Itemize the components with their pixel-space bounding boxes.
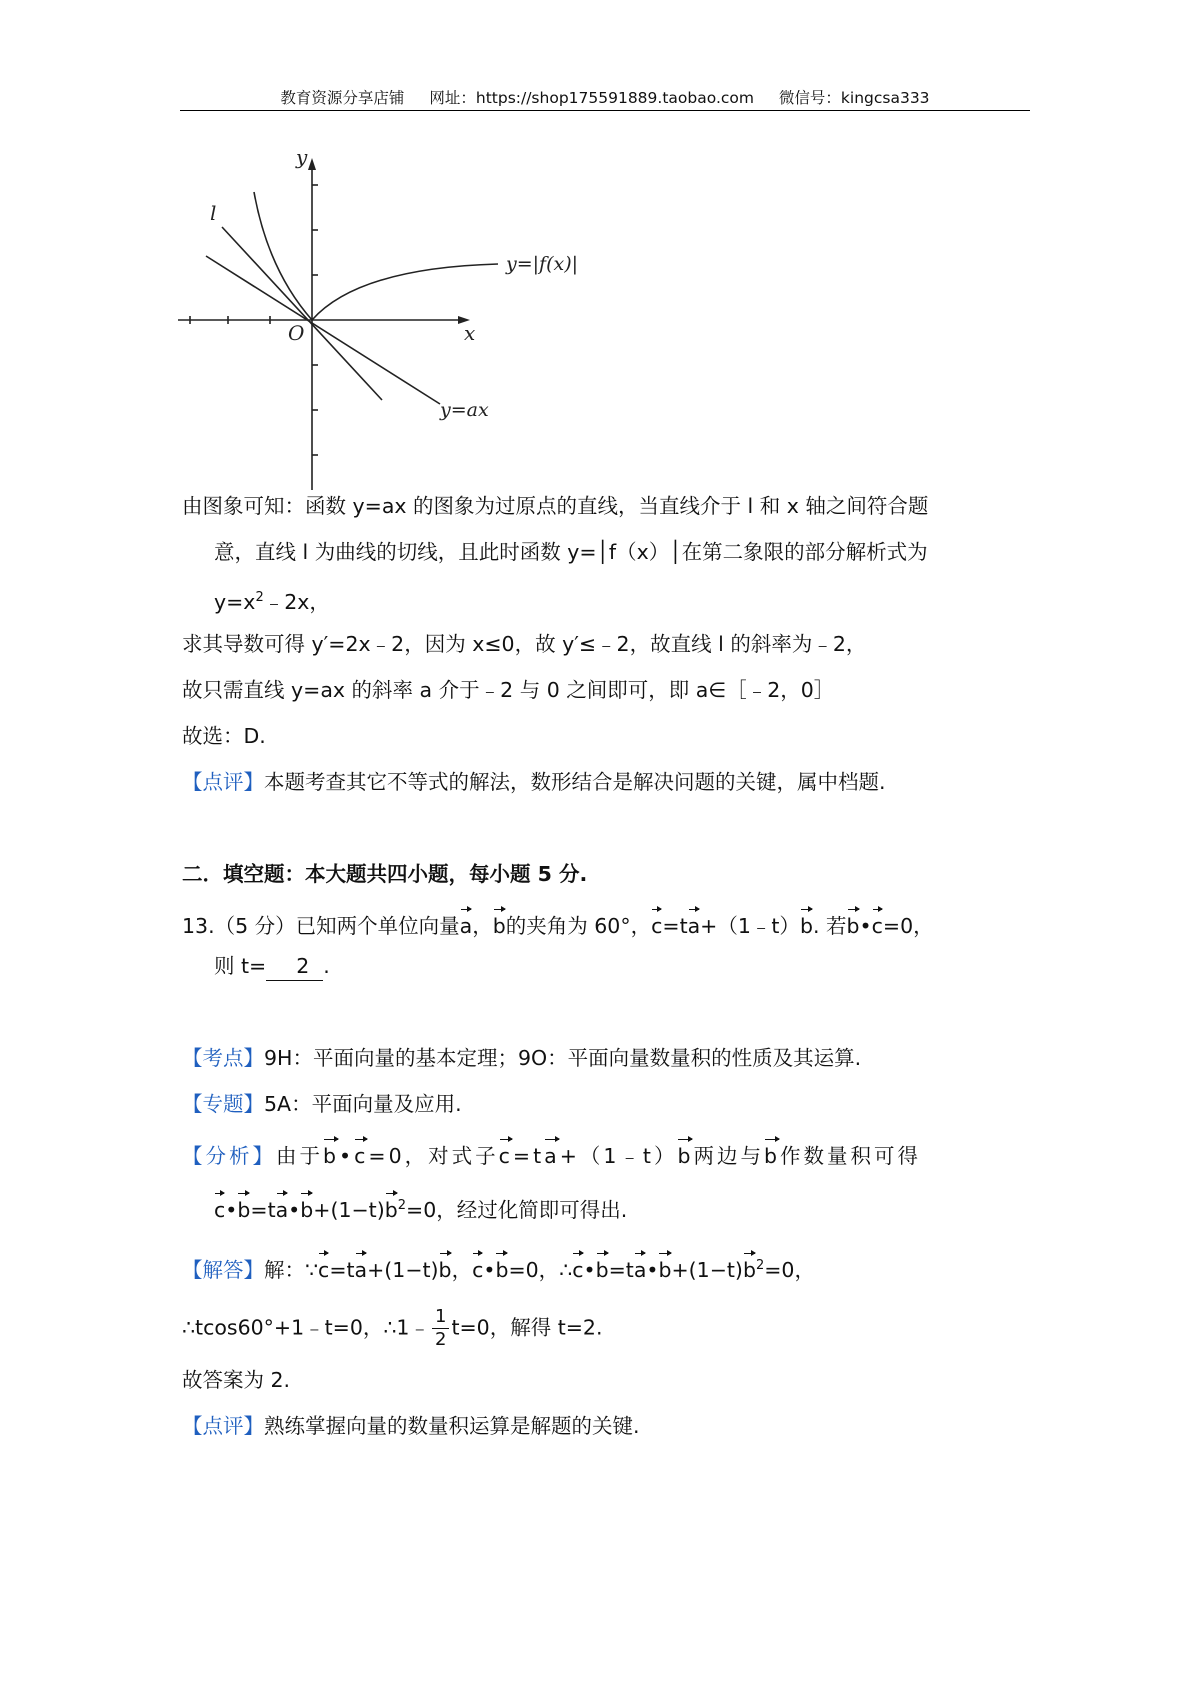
y-axis-label: y <box>296 145 308 169</box>
q13-comment: 【点评】熟练掌握向量的数量积运算是解题的关键. <box>182 1414 640 1438</box>
shop-name: 教育资源分享店铺 <box>280 89 405 107</box>
wechat-id: 微信号：kingcsa333 <box>778 89 930 107</box>
answer-line: 故答案为 2. <box>182 1368 291 1392</box>
q12-line2: 意，直线 l 为曲线的切线，且此时函数 y=│f（x）│在第二象限的部分解析式为 <box>214 540 928 564</box>
kaodian: 【考点】9H：平面向量的基本定理；9O：平面向量数量积的性质及其运算. <box>182 1046 862 1070</box>
fenxi-line2: $c•b=ta•b+(1-t)b^2=0$，经过化简即可得出. <box>214 1190 627 1224</box>
jieda-line2: ∴tcos60°+1﹣t=0，∴1﹣ $\frac{1}{2}$ t=0，解得 t=2. <box>182 1306 603 1350</box>
q12-line3: $y=x^2﹣2x$， <box>214 589 330 614</box>
answer-blank: 2 <box>266 952 323 981</box>
q12-line5: 故只需直线 y=ax 的斜率 a 介于﹣2 与 0 之间即可，即 a∈［﹣2，0］ <box>182 678 835 702</box>
header-rule <box>180 110 1030 111</box>
line-l-label: l <box>210 201 217 225</box>
q12-line6: 故选：D. <box>182 724 266 748</box>
fraction-one-half: $\frac{1}{2}$ <box>432 1306 449 1351</box>
shop-url: 网址：https://shop175591889.taobao.com <box>429 89 754 107</box>
page-header <box>180 86 1030 108</box>
line-y-ax <box>206 256 440 404</box>
q12-comment: 【点评】本题考查其它不等式的解法，数形结合是解决问题的关键，属中档题. <box>182 770 886 794</box>
q13-line2: 则 t= 2 . <box>214 952 330 981</box>
zhuanti: 【专题】5A：平面向量及应用. <box>182 1092 462 1116</box>
q13-line1: 13.（5 分）已知两个单位向量a，b的夹角为 60°，c=ta+（1﹣t）b. 若b•c=0， <box>182 906 934 940</box>
fenxi-line1: 【分析】由于b•c=0，对式子c=ta+（1﹣t）b两边与b作数量积可得 <box>182 1136 921 1170</box>
q12-line4: 求其导数可得 y′=2x﹣2，因为 x≤0，故 y′≤﹣2，故直线 l 的斜率为﹣2， <box>182 632 867 656</box>
y-axis-arrow <box>308 158 316 170</box>
q12-line1: 由图象可知：函数 y=ax 的图象为过原点的直线，当直线介于 l 和 x 轴之间符合题 <box>182 494 929 518</box>
section-title: 二．填空题：本大题共四小题，每小题 5 分. <box>182 862 588 886</box>
line-y-ax-label: y=ax <box>440 399 489 421</box>
jieda-line1: 【解答】解：∵c=ta+(1−t)b，c•b=0，$\therefore c•b=ta•b+(1-t)b^2=0$， <box>182 1250 815 1284</box>
x-axis-label: x <box>464 321 476 345</box>
origin-label: O <box>288 321 305 345</box>
curve-label: y=|f(x)| <box>506 253 579 275</box>
tangent-line-l <box>222 227 382 400</box>
comment-tag: 【点评】 <box>182 770 264 794</box>
